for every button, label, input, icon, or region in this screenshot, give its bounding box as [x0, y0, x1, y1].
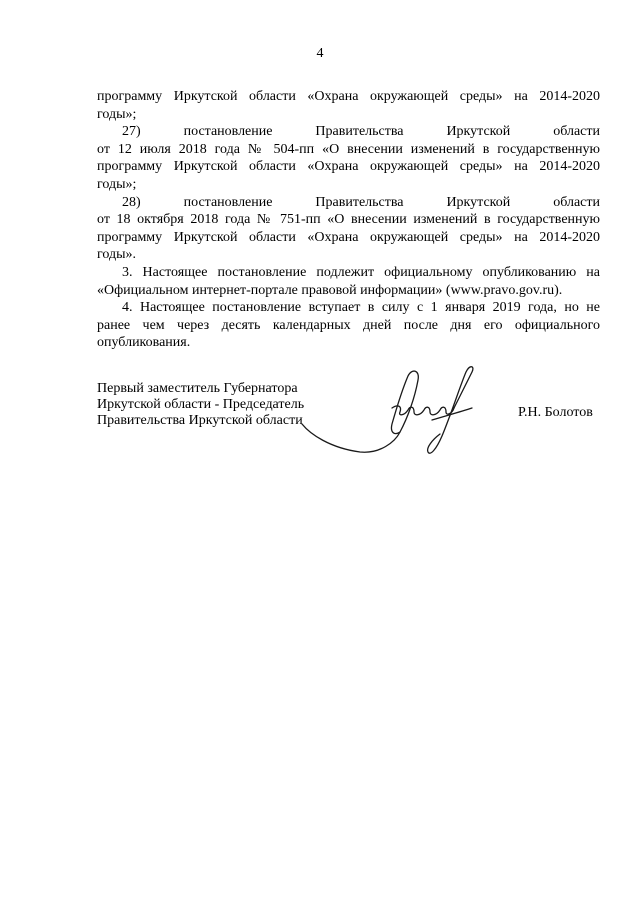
position-line: Правительства Иркутской области — [97, 413, 303, 429]
text-line: от 18 октября 2018 года № 751-пп «О внесении изменений в государственную — [97, 212, 600, 228]
text-line: опубликования. — [97, 335, 191, 351]
paragraph-point-4 — [97, 299, 600, 352]
text-line: годы»; — [97, 106, 137, 122]
signatory-position — [97, 381, 304, 430]
text-line: годы». — [97, 247, 137, 263]
handwritten-signature — [300, 362, 490, 462]
text-line: 27) постановление Правительства Иркутской области — [122, 124, 600, 140]
document-body — [97, 88, 600, 352]
text-line: годы»; — [97, 176, 137, 192]
text-line: «Официальном интернет-портале правовой информации» (www.pravo.gov.ru). — [97, 282, 563, 298]
text-line: программу Иркутской области «Охрана окружающей среды» на 2014-2020 — [97, 159, 600, 175]
paragraph-point-3 — [97, 264, 600, 299]
text-line: программу Иркутской области «Охрана окружающей среды» на 2014-2020 — [97, 89, 600, 104]
position-line: Первый заместитель Губернатора — [97, 381, 298, 396]
paragraph-continuation — [97, 88, 600, 123]
paragraph-item-27 — [97, 123, 600, 193]
text-line: 4. Настоящее постановление вступает в силу с 1 января 2019 года, но не — [122, 300, 600, 316]
text-line: 3. Настоящее постановление подлежит официальному опубликованию на — [122, 264, 600, 280]
paragraph-item-28 — [97, 194, 600, 264]
text-line: программу Иркутской области «Охрана окружающей среды» на 2014-2020 — [97, 229, 600, 245]
page-number: 4 — [316, 46, 324, 61]
text-line: ранее чем через десять календарных дней после дня его официального — [97, 317, 600, 333]
text-line: от 12 июля 2018 года № 504-пп «О внесении изменений в государственную — [97, 141, 600, 157]
text-line: 28) постановление Правительства Иркутской области — [122, 194, 600, 210]
signatory-name: Р.Н. Болотов — [518, 405, 593, 420]
position-line: Иркутской области - Председатель — [97, 397, 305, 413]
